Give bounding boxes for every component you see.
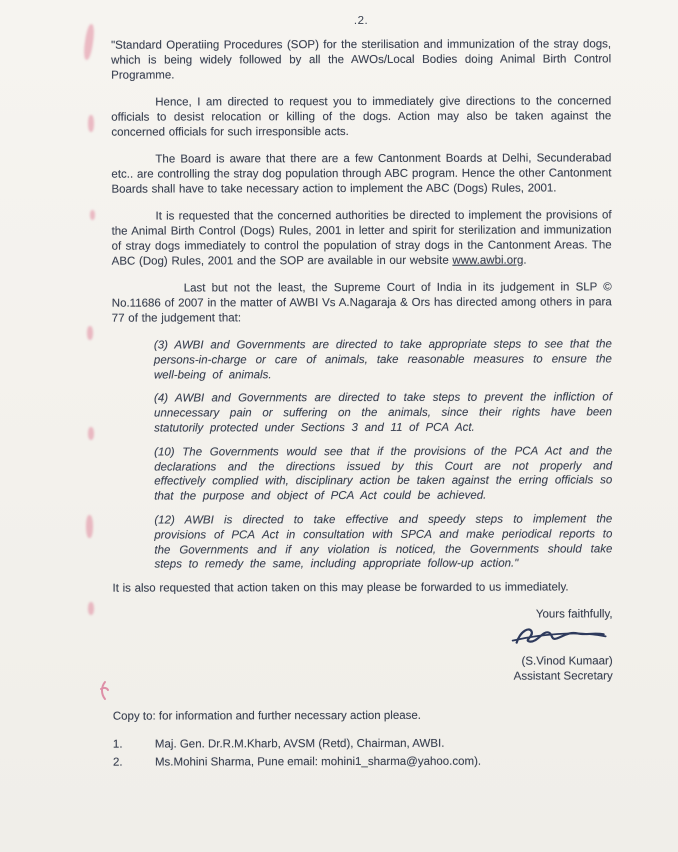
scan-artifact: [88, 602, 94, 615]
pen-mark-icon: [97, 680, 111, 707]
signatory-name: (S.Vinod Kumaar): [521, 655, 613, 668]
copy-to-item: [113, 754, 613, 771]
scan-artifact: [87, 326, 93, 340]
judgement-quote-12: (12) AWBI is directed to take effective and speedy steps to implement the provisions of PCA Act in consultation with SPCA and make periodical reports to the Governments and if any violation is noticed, the Governments should take steps to remedy the same, including appropriate follow-up action.": [154, 513, 613, 571]
copy-to-heading: Copy to: for information and further necessary action please.: [112, 710, 421, 723]
copy-to-item-text: Maj. Gen. Dr.R.M.Kharb, AVSM (Retd), Chairman, AWBI.: [154, 737, 445, 751]
judgement-quote-3: (3) AWBI and Governments are directed to take appropriate steps to see that the persons-in-charge or care of animals, take reasonable measures to ensure the well-being of animals.: [153, 338, 612, 382]
judgement-quote-10: (10) The Governments would see that if the provisions of the PCA Act and the declarations and the directions issued by this Court are not properly and effectively complied with, disciplinary action be taken against the erring officials so that the purpose and object of PCA Act could be achieved.: [154, 445, 613, 503]
page-number: .2.: [353, 14, 369, 28]
paragraph-request-end: .: [523, 254, 527, 267]
paragraph-hence: Hence, I am directed to request you to immediately give directions to the concerned officials to desist relocation or killing of the dogs. Action may also be taken against the concerned officials for such irresponsible acts.: [111, 95, 612, 139]
scan-artifact: [90, 210, 95, 220]
copy-to-item: [113, 736, 613, 753]
paragraph-sop: "Standard Operatiing Procedures (SOP) for the sterilisation and immunization of the stray dogs, which is being widely followed by all the AWOs/Local Bodies doing Animal Birth Control Programme.: [111, 38, 612, 82]
signature-block: [113, 608, 613, 686]
scan-artifact: [86, 515, 93, 538]
paragraph-request: [112, 208, 612, 269]
signatory-title: Assistant Secretary: [513, 670, 613, 683]
paragraph-request-text: It is requested that the concerned authorities be directed to implement the provisions of the Animal Birth Control (Dogs) Rules, 2001 in letter and spirit for sterilization and immunization of stray dogs immediately to control the population of stray dogs in the Cantonment Areas. The ABC (Dog) Rules, 2001 and the SOP are available in our website: [111, 209, 612, 268]
paragraph-board: The Board is aware that there are a few Cantonment Boards at Delhi, Secunderabad etc.. are controlling the stray dog population through ABC program. Hence the other Cantonment Boards shall have to take necessary action to implement the ABC (Dogs) Rules, 2001.: [111, 152, 612, 196]
awbi-website-link[interactable]: www.awbi.org: [452, 254, 524, 267]
scan-artifact: [83, 24, 96, 61]
scan-artifact: [88, 427, 94, 440]
copy-to-item-number: 1.: [112, 738, 123, 751]
paragraph-closing: It is also requested that action taken on this may please be forwarded to us immediately.: [112, 581, 569, 595]
letter-body: [111, 13, 613, 772]
paragraph-supreme-court: Last but not the least, the Supreme Court of India in its judgement in SLP © No.11686 of 2007 in the matter of AWBI Vs A.Nagaraja & Ors has directed among others in para 77 of the judgement that:: [111, 281, 612, 325]
copy-to-item-text: Ms.Mohini Sharma, Pune email: mohini1_sharma@yahoo.com).: [154, 755, 482, 769]
judgement-quote-4: (4) AWBI and Governments are directed to take steps to prevent the infliction of unnecessary pain or suffering on the animals, since their rights have been statutorily protected under Sections 3 and 11 of PCA Act.: [153, 391, 613, 435]
handwritten-signature: [509, 624, 609, 655]
copy-to-list: [113, 736, 613, 771]
valediction: Yours faithfully,: [535, 608, 613, 621]
scan-artifact: [88, 115, 94, 132]
copy-to-item-number: 2.: [112, 756, 123, 769]
